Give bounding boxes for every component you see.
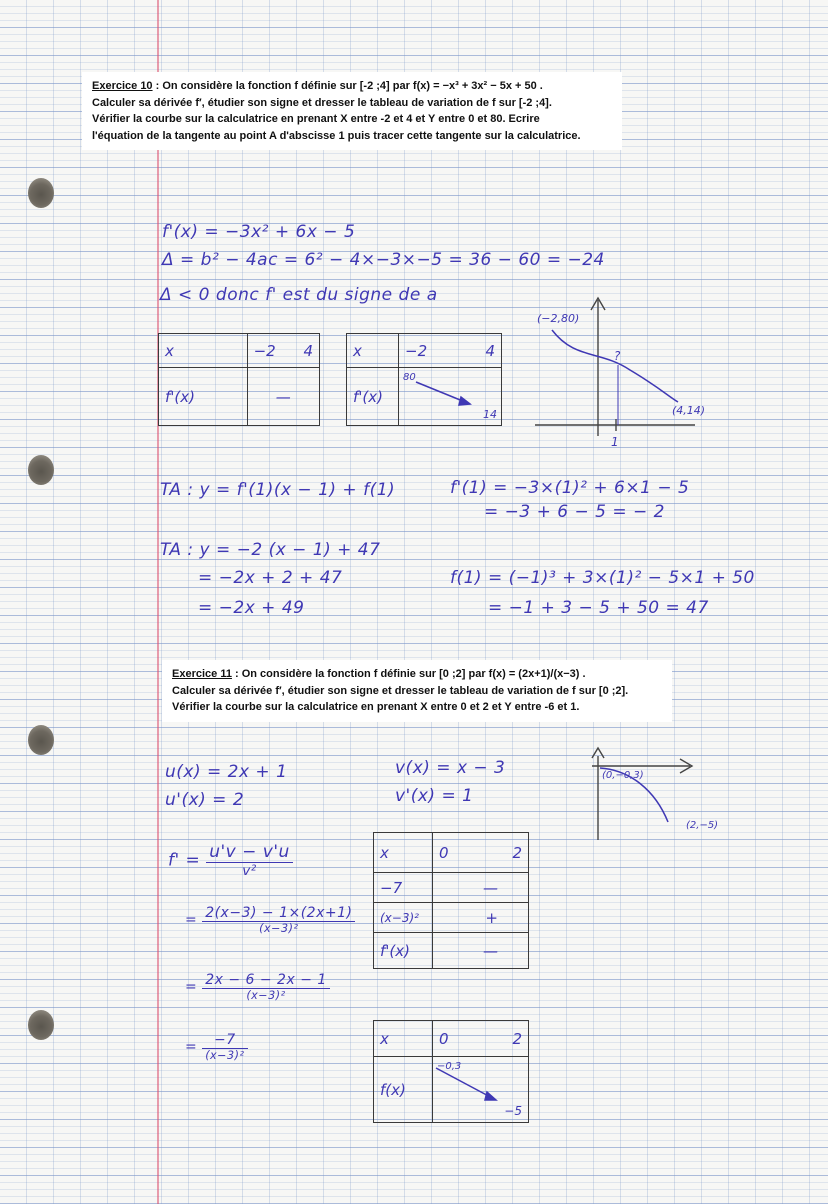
table-cell: + [433, 903, 529, 933]
sign-conclusion: Δ < 0 donc f' est du signe de a [160, 285, 438, 305]
point-label: (4,14) [672, 404, 706, 417]
table-cell: 80 14 [399, 368, 502, 426]
exercise-10-line: Calculer sa dérivée f′, étudier son signe et dresser le tableau de variation de f sur [-2 ;4]. [92, 96, 552, 109]
point-label: (−2,80) [537, 312, 580, 325]
point-label: (2,−5) [686, 820, 719, 831]
exercise-11-line: Calculer sa dérivée f′, étudier son signe et dresser le tableau de variation de f sur [0 ;2]. [172, 684, 629, 697]
exercise-11-line: : On considère la fonction f définie sur [0 ;2] par f(x) = (2x+1)/(x−3) . [231, 668, 586, 680]
exercise-10-title: Exercice 10 [92, 80, 153, 92]
table-cell: f'(x) [374, 933, 433, 969]
f-1-calc: f(1) = (−1)³ + 3×(1)² − 5×1 + 50 [450, 568, 755, 588]
u-definition: u(x) = 2x + 1 [165, 762, 288, 782]
fprime-step: = $\frac{2x - 6 - 2x - 1}{\text{(x−3)²}}$ [185, 972, 330, 1002]
point-label: (0,−0,3) [602, 770, 644, 781]
f-1-calc: = −1 + 3 − 5 + 50 = 47 [488, 598, 709, 618]
point-label: ? [614, 349, 621, 363]
exercise-10-line: Vérifier la courbe sur la calculatrice en prenant X entre -2 et 4 et Y entre 0 et 80. Ecrire [92, 113, 540, 125]
v-definition: v(x) = x − 3 [395, 758, 506, 778]
derivative-line: f'(x) = −3x² + 6x − 5 [162, 222, 356, 242]
fprime-1-calc: = −3 + 6 − 5 = − 2 [484, 502, 665, 522]
exercise-11-line: Vérifier la courbe sur la calculatrice en prenant X entre 0 et 2 et Y entre -6 et 1. [172, 701, 580, 713]
tangent-step: = −2x + 49 [198, 598, 305, 618]
exercise-10-line: : On considère la fonction f définie sur [-2 ;4] par f(x) = −x³ + 3x² − 5x + 50 . [152, 80, 543, 92]
table-cell: — [247, 368, 319, 426]
table-cell: 0 2 [433, 833, 529, 873]
table-cell: −2 4 [399, 334, 502, 368]
table-cell: −7 [374, 873, 433, 903]
table-cell: x [374, 833, 433, 873]
table-cell: x [374, 1021, 433, 1057]
fprime-result: = $\frac{-7}{\text{(x−3)²}}$ [185, 1032, 248, 1062]
table-cell: x [347, 334, 399, 368]
fprime-1-calc: f'(1) = −3×(1)² + 6×1 − 5 [450, 478, 690, 498]
table-cell: 0 2 [433, 1021, 529, 1057]
tangent-step: TA : y = −2 (x − 1) + 47 [160, 540, 381, 560]
table-cell: x [159, 334, 248, 368]
table-cell: f'(x) [347, 368, 399, 426]
exercise-10-line: l'équation de la tangente au point A d'abscisse 1 puis tracer cette tangente sur la calculatrice. [92, 129, 581, 142]
tangent-step: = −2x + 2 + 47 [198, 568, 343, 588]
table-cell: — [433, 873, 529, 903]
table-cell: f(x) [374, 1057, 433, 1123]
exercise-11-title: Exercice 11 [172, 668, 232, 680]
discriminant-line: Δ = b² − 4ac = 6² − 4×−3×−5 = 36 − 60 = −24 [162, 250, 605, 270]
uprime-definition: u'(x) = 2 [165, 790, 245, 810]
table-cell: (x−3)² [374, 903, 433, 933]
fprime-formula: f' = $\frac{u'v - v'u}{\text{v²}}$ [168, 842, 293, 879]
graph-ex11 [592, 748, 692, 840]
table-cell: −2 4 [247, 334, 319, 368]
table-cell: −0,3 −5 [433, 1057, 529, 1123]
tangent-formula: TA : y = f'(1)(x − 1) + f(1) [160, 480, 396, 500]
table-cell: — [433, 933, 529, 969]
arrow-head [485, 1092, 496, 1100]
tick-label: 1 [611, 435, 619, 449]
table-cell: f'(x) [159, 368, 248, 426]
curve-ex10 [552, 330, 678, 402]
vprime-definition: v'(x) = 1 [395, 786, 474, 806]
fprime-step: = $\frac{2(x-3) - 1\times(2x+1)}{\text{(x−3)²}}$ [185, 905, 355, 935]
arrow-head [459, 397, 470, 405]
